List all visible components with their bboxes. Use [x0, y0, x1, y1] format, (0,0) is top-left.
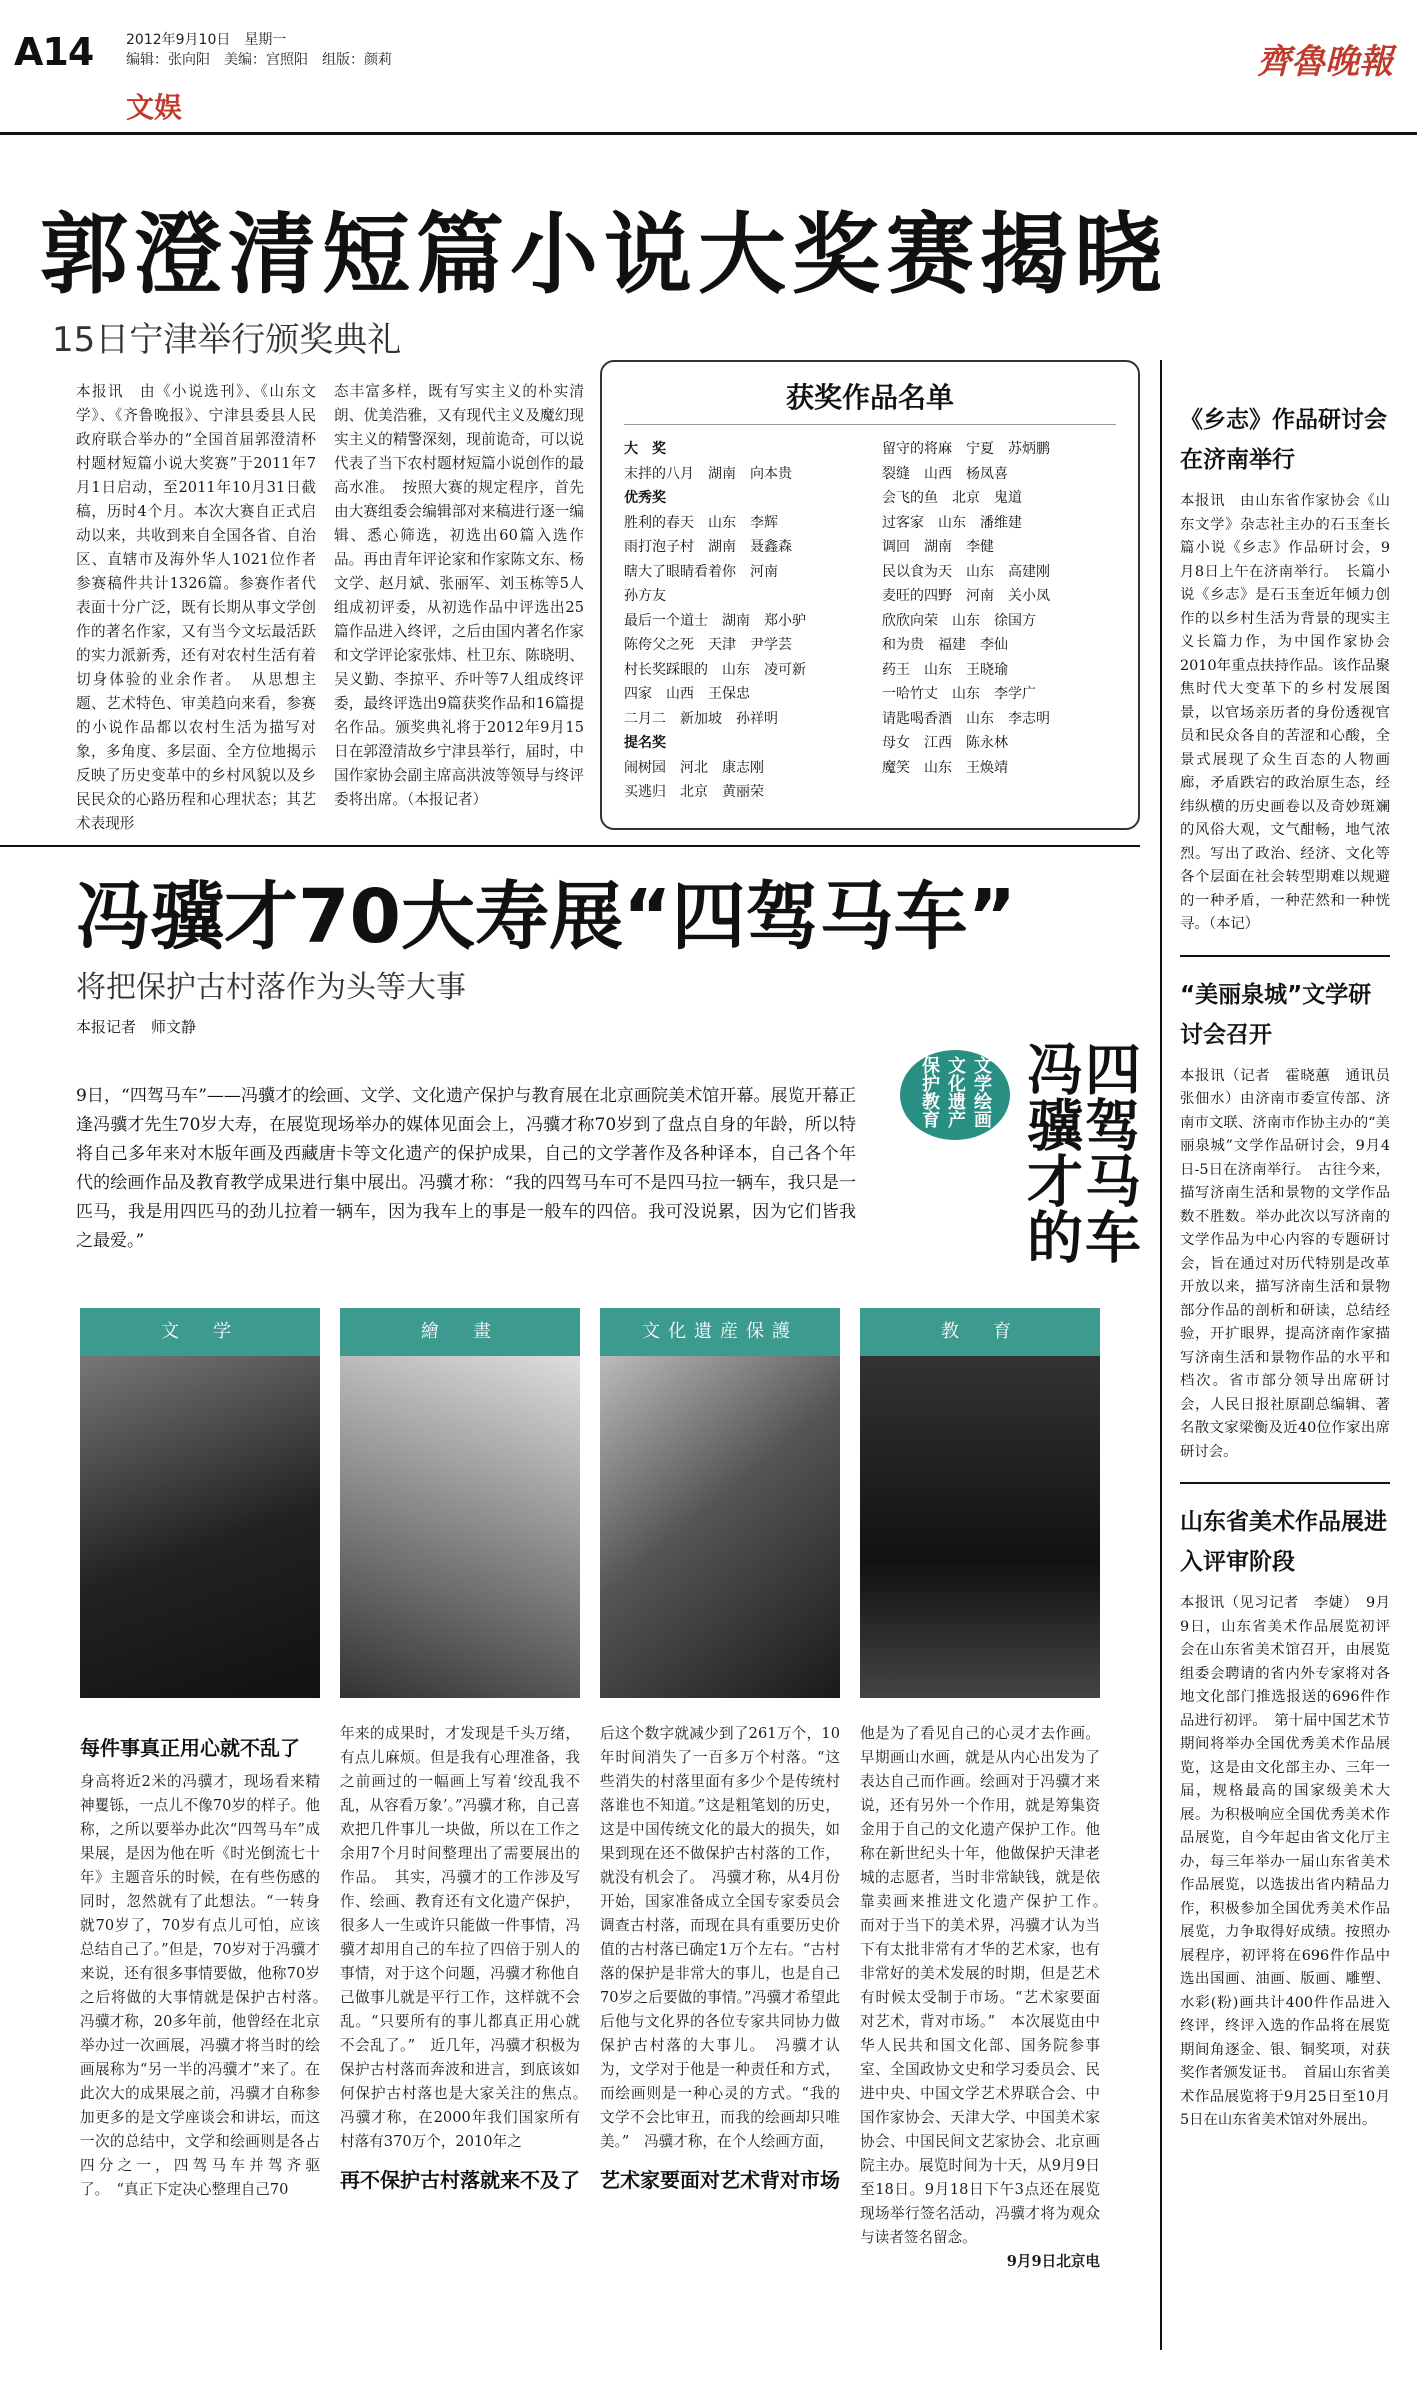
- article2-text: 身高将近2米的冯骥才，现场看来精神矍铄，一点儿不像70岁的样子。他称，之所以要举办此次“四驾马车”成果展，是因为他在听《时光倒流七十年》主题音乐的时候，在有些伤感的同时，忽然就有了此想法。“一转身就70岁了，70岁有点儿可怕，应该总结自己了。”但是，70岁对于冯骥才来说，还有很多事情要做，他称70岁之后将做的大事情就是保护古村落。 冯骥才称，20多年前，他曾经在北京举办过一次画展，冯骥才将当时的绘画展称为“另一半的冯骥才”来了。在此次大的成果展之前，冯骥才自称参加更多的是文学座谈会和讲坛，而这一次的总结中，文学和绘画则是各占四分之一，四驾马车并驾齐驱了。 “真正下定决心整理自己70: [80, 1773, 335, 2198]
- award-entry: 和为贵 福建 李仙: [882, 637, 1008, 653]
- award-entry: 会飞的鱼 北京 鬼道: [882, 490, 1022, 506]
- award-entry: 闹树园 河北 康志刚: [624, 759, 764, 776]
- awards-box: [600, 360, 1140, 830]
- award-entry: 民以食为天 山东 高建刚: [882, 563, 1050, 580]
- sidebar-article-title: 山东省美术作品展进入评审阶段: [1180, 1509, 1387, 1575]
- award-category: 提名奖: [624, 735, 666, 751]
- newspaper-logo: 齊魯晚報: [1257, 42, 1393, 82]
- photo-caption: 文化遺産保護: [600, 1308, 840, 1356]
- article2-text: 后这个数字就减少到了261万个，10年时间消失了一百多万个村落。“这些消失的村落里面有多少个是传统村落谁也不知道。”这是粗笔划的历史，这是中国传统文化的最大的损失，如果到现在还不做保护古村落的工作，就没有机会了。 冯骥才称，从4月份开始，国家准备成立全国专家委员会调查古村落，而现在具有重要历史价值的古村落已确定1万个左右。“古村落的保护是非常大的事儿，也是自己70岁之后要做的事情。”冯骥才希望此后他与文化界的各位专家共同协力做保护古村落的大事儿。 冯骥才认为，文学对于他是一种责任和方式，而绘画则是一种心灵的方式。“我的文学不会比审丑，而我的绘画却只唯美。” 冯骥才称，在个人绘画方面，: [600, 1725, 840, 2150]
- side-divider: [1160, 360, 1162, 2350]
- award-entry: 一哈竹丈 山东 李学广: [882, 686, 1036, 702]
- award-entry: 雨打泡子村 湖南 聂鑫森: [624, 539, 792, 555]
- awards-title: 获奖作品名单: [624, 376, 1116, 425]
- article2-text: 年来的成果时，才发现是千头万绪，有点儿麻烦。但是我有心理准备，我之前画过的一幅画上写着‘绞乱我不乱，从容看万象’。”冯骥才称，自己喜欢把几件事儿一块做，所以在工作之余用7个月时间整理出了需要展出的作品。 其实，冯骥才的工作涉及写作、绘画、教育还有文化遗产保护，很多人一生或许只能做一件事情，冯骥才却用自己的车拉了四倍于别人的事情，对于这个问题，冯骥才称他自己做事儿就是平行工作，这样就不会乱。“只要所有的事儿都真正用心就不会乱了。” 近几年，冯骥才积极为保护古村落而奔波和进言，到底该如何保护古村落也是大家关注的焦点。 冯骥才称，在2000年我们国家所有村落有370万个，2010年之: [340, 1725, 595, 2150]
- award-entry: 裂缝 山西 杨凤喜: [882, 465, 1008, 482]
- award-entry: 魔笑 山东 王焕靖: [882, 759, 1008, 776]
- award-entry: 末拌的八月 湖南 向本贵: [624, 465, 792, 482]
- award-entry: 请匙喝香酒 山东 李志明: [882, 710, 1050, 727]
- sidebar-article-body: 本报讯（见习记者 李婕） 9月9日，山东省美术作品展览初评会在山东省美术馆召开，由展览组委会聘请的省内外专家将对各地文化部门推选报送的696件作品进行初评。 第十届中国艺术节期间将举办全国优秀美术作品展览，这是由文化部主办、三年一届，规格最高的国家级美术大展。为积极响应全国优秀美术作品展览，自今年起由省文化厅主办，每三年举办一届山东省美术作品展览，以选拔出省内精品力作，积极参加全国优秀美术作品展览，力争取得好成绩。按照办展程序，初评将在696件作品中选出国画、油画、版画、雕塑、水彩(粉)画共计400件作品进入终评，终评入选的作品将在展览期间角逐金、银、铜奖项，对获奖作者颁发证书。 首届山东省美术作品展览将于9月25日至10月5日在山东省美术馆对外展出。: [1180, 1595, 1390, 2128]
- sidebar-rule: [1180, 955, 1390, 957]
- photo-caption: 文 学: [80, 1308, 320, 1356]
- subsection-heading: 每件事真正用心就不乱了: [80, 1736, 300, 1760]
- awards-right-list: [882, 437, 1116, 805]
- award-entry: 调回 湖南 李健: [882, 539, 994, 555]
- award-category: 大 奖: [624, 441, 666, 457]
- subhead-1: 15日宁津举行颁奖典礼: [52, 320, 402, 360]
- article1-col2: 态丰富多样，既有写实主义的朴实清朗、优美浩雅，又有现代主义及魔幻现实主义的精警深刻，现前诡奇，可以说代表了当下农村题材短篇小说创作的最高水准。 按照大赛的规定程序，首先由大赛组委会编辑部对来稿进行逐一编辑、悉心筛选，初选出60篇入选作品。再由青年评论家和作家陈文东、杨文学、赵月斌、张丽军、刘玉栋等5人组成初评委，从初选作品中评选出25篇作品进入终评，之后由国内著名作家和文学评论家张炜、杜卫东、陈晓明、吴义勤、李掠平、乔叶等7人组成终评委，最终评选出9篇获奖作品和16篇提名作品。颁奖典礼将于2012年9月15日在郭澄清故乡宁津县举行，届时，中国作家协会副主席高洪波等领导与终评委将出席。（本报记者）: [334, 383, 584, 808]
- header-meta: [126, 30, 392, 70]
- photo-caption: 繪 畫: [340, 1308, 580, 1356]
- article2-col2: [340, 1722, 595, 2362]
- article1-col1: 本报讯 由《小说选刊》、《山东文学》、《齐鲁晚报》、宁津县委县人民政府联合举办的“全国首届郭澄清杯村题材短篇小说大奖赛”于2011年7月1日启动，至2011年10月31日截稿，历时4个月。本次大赛自正式启动以来，共收到来自全国各省、自治区、直辖市及海外华人1021位作者参赛稿件共计1326篇。参赛作者代表面十分广泛，既有长期从事文学创作的著名作家，又有当今文坛最活跃的实力派新秀，还有对农村生活有着切身体验的业余作者。 从思想主题、艺术特色、审美趋向来看，参赛的小说作品都以农村生活为描写对象，多角度、多层面、全方位地揭示反映了历史变革中的乡村风貌以及乡民民众的心路历程和心理状态；其艺术表现形: [76, 383, 316, 832]
- award-entry: 买逃归 北京 黄丽荣: [624, 784, 764, 800]
- portrait-image: [860, 1356, 1100, 1698]
- photo-education: [860, 1308, 1100, 1698]
- awards-left-list: [624, 437, 858, 805]
- portrait-image: [600, 1356, 840, 1698]
- award-entry: 麦旺的四野 河南 关小凤: [882, 588, 1050, 604]
- photo-painting: [340, 1308, 580, 1698]
- portrait-image: [80, 1356, 320, 1698]
- article2-col1: [80, 1722, 335, 2362]
- dateline: 9月9日北京电: [1006, 2253, 1100, 2270]
- sidebar-article-title: 《乡志》作品研讨会在济南举行: [1180, 407, 1387, 473]
- award-entry: 过客家 山东 潘维建: [882, 514, 1022, 531]
- award-entry: 村长奖踩眼的 山东 凌可新: [624, 661, 806, 678]
- headline-2: 冯骥才70大寿展“四驾马车”: [76, 874, 1017, 960]
- article2-lead: 9日，“四驾马车”——冯骥才的绘画、文学、文化遗产保护与教育展在北京画院美术馆开幕。展览开幕正逢冯骥才先生70岁大寿，在展览现场举办的媒体见面会上，冯骥才称70岁到了盘点自身的年龄，所以特将自己多年来对木版年画及西藏唐卡等文化遗产的保护成果，自己的文学著作及各种译本，自己各个年代的绘画作品及教育教学成果进行集中展出。冯骥才称：“我的四驾马车可不是四马拉一辆车，我只是一匹马，我是用四匹马的劲儿拉着一辆车，因为我车上的事是一般车的四倍。我可没说累，因为它们皆我之最爱。”: [76, 1086, 856, 1251]
- award-entry: 药王 山东 王晓瑜: [882, 661, 1008, 678]
- article2-col4: [860, 1722, 1115, 2362]
- photo-literature: [80, 1308, 320, 1698]
- article2-text: 他是为了看见自己的心灵才去作画。早期画山水画，就是从内心出发为了表达自己而作画。绘画对于冯骥才来说，还有另外一个作用，就是筹集资金用于自己的文化遗产保护工作。他称在新世纪头十年，他做保护天津老城的志愿者，当时非常缺钱，就是依靠卖画来推进文化遗产保护工作。 而对于当下的美术界，冯骥才认为当下有太批非常有才华的艺术家，也有非常好的美术发展的时期，但是艺术有时候太受制于市场。“艺术家要面对艺术，背对市场。” 本次展览由中华人民共和国文化部、国务院参事室、全国政协文史和学习委员会、民进中央、中国文学艺术界联合会、中国作家协会、天津大学、中国美术家协会、中国民间文艺家协会、北京画院主办。展览时间为十天，从9月9日至18日。9月18日下午3点还在展览现场举行签名活动，冯骥才将为观众与读者签名留念。: [860, 1725, 1115, 2246]
- award-entry: 欣欣向荣 山东 徐国方: [882, 612, 1036, 629]
- award-entry: 瞎大了眼睛看着你 河南: [624, 563, 778, 580]
- award-entry: 四家 山西 王保忠: [624, 686, 750, 702]
- byline-2: 本报记者 师文静: [76, 1018, 197, 1036]
- award-entry: 陈侉父之死 天津 尹学芸: [624, 637, 792, 653]
- editors-line: 编辑：张向阳 美编：宫照阳 组版：颜莉: [126, 52, 392, 68]
- sidebar-rule: [1180, 1482, 1390, 1484]
- portrait-image: [340, 1356, 580, 1698]
- section-name: 文娱: [126, 91, 183, 124]
- award-entry: 留守的将麻 宁夏 苏炳鹏: [882, 441, 1050, 457]
- award-entry: 母女 江西 陈永林: [882, 735, 1008, 751]
- exhibition-seal: 文学绘画文化遗产保护教育: [900, 1050, 1010, 1140]
- sidebar-article-title: “美丽泉城”文学研讨会召开: [1180, 981, 1372, 1048]
- header-rule: [0, 132, 1417, 135]
- headline-1: 郭澄清短篇小说大奖赛揭晓: [40, 203, 1169, 306]
- award-entry: 胜利的春天 山东 李辉: [624, 514, 778, 531]
- subhead-2: 将把保护古村落作为头等大事: [76, 970, 466, 1005]
- date-line: 2012年9月10日 星期一: [126, 32, 287, 48]
- subsection-heading: 再不保护古村落就来不及了: [340, 2168, 580, 2192]
- exhibition-title-vertical: 四驾马车 冯骥才的: [1018, 1040, 1142, 1264]
- award-category: 优秀奖: [624, 490, 666, 506]
- award-entry: 二月二 新加坡 孙祥明: [624, 710, 778, 727]
- article2-col3: [600, 1722, 840, 2362]
- sidebar: [1180, 400, 1405, 2340]
- sidebar-article-body: 本报讯（记者 霍晓蕙 通讯员 张佃水）由济南市委宣传部、济南市文联、济南市作协主办的“美丽泉城”文学作品研讨会，9月4日-5日在济南举行。 古往今来，描写济南生活和景物的文学作品数不胜数。举办此次以写济南的文学作品为中心内容的专题研讨会，旨在通过对历代特别是改革开放以来，描写济南生活和景物部分作品的剖析和研读，总结经验，开扩眼界，提高济南作家描写济南生活和景物作品的水平和档次。省市部分领导出席研讨会，人民日报社原副总编辑、著名散文家梁衡及近40位作家出席研讨会。: [1180, 1067, 1405, 1460]
- mid-rule: [0, 845, 1140, 847]
- photo-heritage: [600, 1308, 840, 1698]
- award-entry: 孙方友: [624, 588, 666, 604]
- photo-caption: 教 育: [860, 1308, 1100, 1356]
- sidebar-article-body: 本报讯 由山东省作家协会《山东文学》杂志社主办的石玉奎长篇小说《乡志》作品研讨会，9月8日上午在济南举行。 长篇小说《乡志》是石玉奎近年倾力创作的以乡村生活为背景的现实主义长篇力作，为中国作家协会2010年重点扶持作品。该作品聚焦时代大变革下的乡村发展图景，以官场亲历者的身份透视官员和民众各自的苦涩和心酸，全景式展现了众生百态的人物画廊，矛盾跌宕的政治原生态，经纬纵横的历史画卷以及奇妙斑斓的风俗大观，文气酣畅，地气浓烈。写出了政治、经济、文化等各个层面在社会转型期难以规避的一种矛盾，一种茫然和一种恍寻。（本记）: [1180, 493, 1390, 932]
- award-entry: 最后一个道士 湖南 郑小驴: [624, 612, 806, 629]
- subsection-heading: 艺术家要面对艺术背对市场: [600, 2168, 840, 2192]
- page-number: A14: [14, 30, 94, 74]
